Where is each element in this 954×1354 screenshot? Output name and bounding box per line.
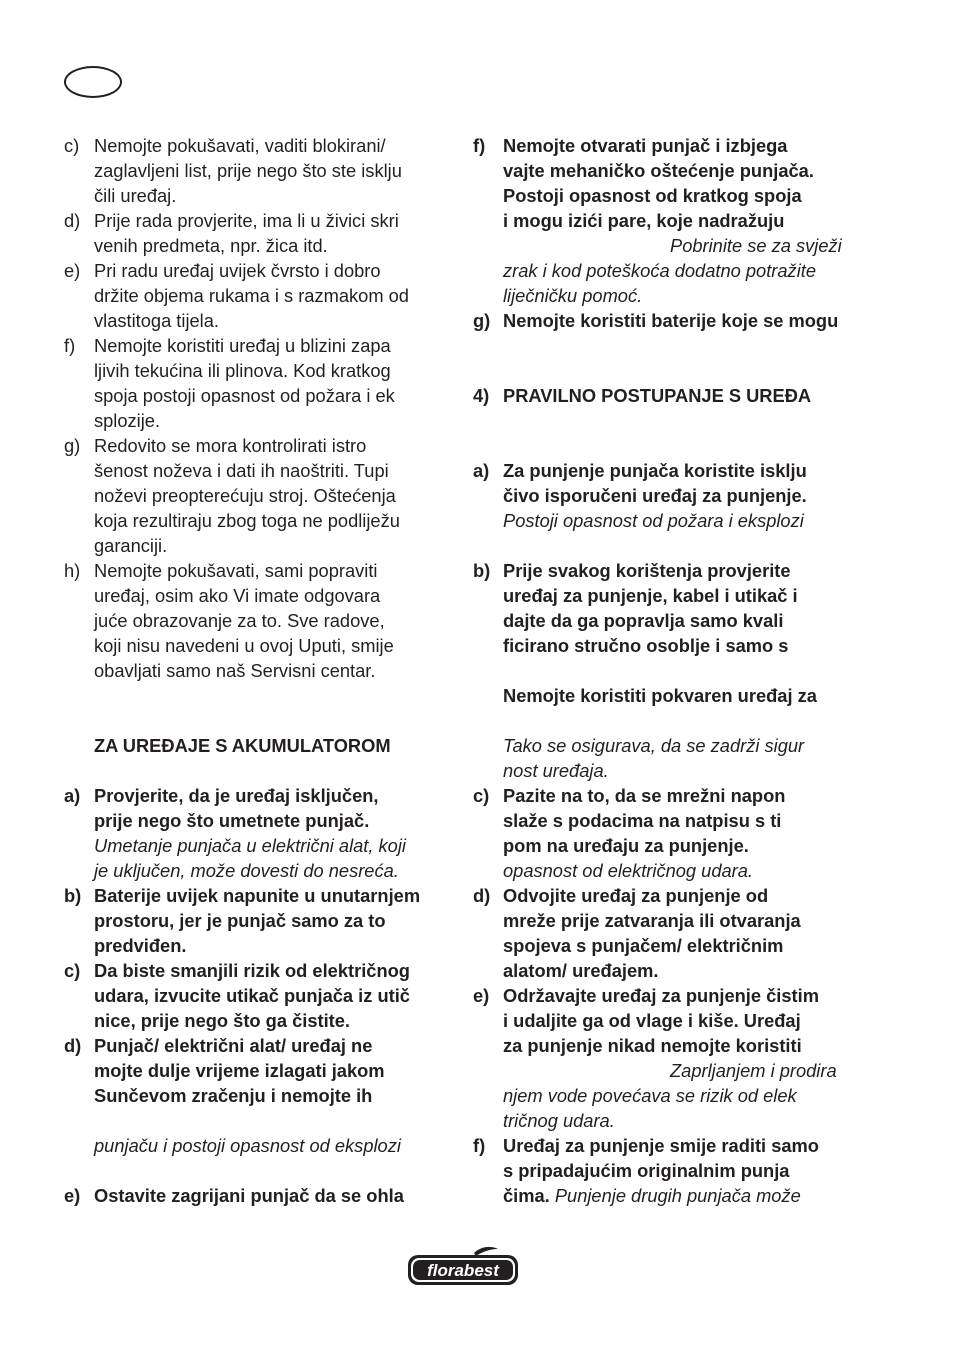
list-marker: b) <box>64 885 82 906</box>
list-marker: f) <box>473 1135 486 1156</box>
text-line: udara, izvucite utikač punjača iz utič <box>94 985 410 1006</box>
text-line: prije nego što umetnete punjač. <box>94 810 370 831</box>
list-item-h <box>64 558 464 683</box>
list-item-e2 <box>64 1183 464 1208</box>
text-line: i mogu izići pare, koje nadražuju <box>503 210 785 231</box>
list-item-c <box>64 133 464 208</box>
list-item-a <box>64 783 464 883</box>
text-line: vlastitoga tijela. <box>94 310 219 331</box>
text-line: zaglavljeni list, prije nego što ste isklju <box>94 160 402 181</box>
text-line: obavljati samo naš Servisni centar. <box>94 660 376 681</box>
list-marker: d) <box>64 210 81 231</box>
list-marker: e) <box>64 1185 81 1206</box>
text-line: Ostavite zagrijani punjač da se ohla <box>94 1185 404 1206</box>
text-line: alatom/ uređajem. <box>503 960 659 981</box>
text-line: Baterije uvijek napunite u unutarnjem <box>94 885 421 906</box>
text-line: prostoru, jer je punjač samo za to <box>94 910 386 931</box>
text-line: garanciji. <box>94 535 168 556</box>
text-line: uređaj, osim ako Vi imate odgovara <box>94 585 381 606</box>
text-line: splozije. <box>94 410 161 431</box>
language-badge <box>64 66 122 98</box>
text-line: Nemojte pokušavati, vaditi blokirani/ <box>94 135 386 156</box>
text-line: spojeva s punjačem/ električnim <box>503 935 784 956</box>
text-line-mixed <box>503 1183 893 1208</box>
list-marker: h) <box>64 560 81 581</box>
text-line: koja rezultiraju zbog toga ne podliježu <box>94 510 400 531</box>
text-line: mreže prije zatvaranja ili otvaranja <box>503 910 801 931</box>
text-line: i udaljite ga od vlage i kiše. Uređaj <box>503 1010 801 1031</box>
list-item-d <box>64 208 464 258</box>
text-line: liječničku pomoć. <box>503 285 643 306</box>
text-line: slaže s podacima na natpisu s ti <box>503 810 782 831</box>
text-line: dajte da ga popravlja samo kvali <box>503 610 784 631</box>
text-line: pom na uređaju za punjenje. <box>503 835 749 856</box>
text-line: Redovito se mora kontrolirati istro <box>94 435 367 456</box>
text-line: vajte mehaničko oštećenje punjača. <box>503 160 814 181</box>
list-item-c <box>473 783 893 883</box>
text-line: Za punjenje punjača koristite isklju <box>503 460 807 481</box>
text-line: Postoji opasnost od kratkog spoja <box>503 185 802 206</box>
text-line: koji nisu navedeni u ovoj Uputi, smije <box>94 635 394 656</box>
text-line: nice, prije nego što ga čistite. <box>94 1010 350 1031</box>
text-line: čivo isporučeni uređaj za punjenje. <box>503 485 807 506</box>
text-line: njem vode povećava se rizik od elek <box>503 1085 797 1106</box>
text-line: nost uređaja. <box>503 760 609 781</box>
italic-run: Punjenje drugih punjača može <box>549 1185 801 1206</box>
list-item-b <box>64 883 464 958</box>
text-line: Nemojte koristiti uređaj u blizini zapa <box>94 335 391 356</box>
text-line: Nemojte koristiti pokvaren uređaj za <box>503 685 817 706</box>
text-line: s pripadajućim originalnim punja <box>503 1160 790 1181</box>
text-line: šenost noževa i dati ih naoštriti. Tupi <box>94 460 389 481</box>
list-item-e <box>473 983 893 1133</box>
section-number: 4) <box>473 385 490 406</box>
text-line: Održavajte uređaj za punjenje čistim <box>503 985 819 1006</box>
text-line: Da biste smanjili rizik od električnog <box>94 960 410 981</box>
text-line: Uređaj za punjenje smije raditi samo <box>503 1135 819 1156</box>
text-line: tričnog udara. <box>503 1110 615 1131</box>
text-line: uređaj za punjenje, kabel i utikač i <box>503 585 798 606</box>
list-marker: f) <box>473 135 486 156</box>
text-line: punjaču i postoji opasnost od eksplozi <box>94 1135 401 1156</box>
list-marker: d) <box>473 885 491 906</box>
list-marker: g) <box>473 310 491 331</box>
text-line: Prije svakog korištenja provjerite <box>503 560 791 581</box>
text-line: Pri radu uređaj uvijek čvrsto i dobro <box>94 260 381 281</box>
list-marker: c) <box>64 135 80 156</box>
list-marker: c) <box>64 960 81 981</box>
text-line: Sunčevom zračenju i nemojte ih <box>94 1085 373 1106</box>
text-line: juće obrazovanje za to. Sve radove, <box>94 610 385 631</box>
section-heading-4 <box>473 383 893 408</box>
text-line: Postoji opasnost od požara i eksplozi <box>503 510 804 531</box>
list-item-e <box>64 258 464 333</box>
list-marker: b) <box>473 560 491 581</box>
text-line: Provjerite, da je uređaj isključen, <box>94 785 379 806</box>
list-item-b <box>473 558 893 783</box>
list-item-a <box>473 458 893 533</box>
text-line: Pobrinite se za svježi <box>670 235 842 256</box>
text-line: spoja postoji opasnost od požara i ek <box>94 385 395 406</box>
text-line: za punjenje nikad nemojte koristiti <box>503 1035 802 1056</box>
text-line: Prije rada provjerite, ima li u živici skri <box>94 210 399 231</box>
text-line: Pazite na to, da se mrežni napon <box>503 785 786 806</box>
text-line: Odvojite uređaj za punjenje od <box>503 885 769 906</box>
right-column <box>473 133 893 1208</box>
text-line: Tako se osigurava, da se zadrži sigur <box>503 735 805 756</box>
text-line: Punjač/ električni alat/ uređaj ne <box>94 1035 373 1056</box>
text-line: ficirano stručno osoblje i samo s <box>503 635 789 656</box>
text-line: ljivih tekućina ili plinova. Kod kratkog <box>94 360 391 381</box>
list-marker: g) <box>64 435 81 456</box>
list-item-f <box>64 333 464 433</box>
florabest-logo <box>406 1246 520 1288</box>
text-line: Zaprljanjem i prodira <box>670 1060 837 1081</box>
list-item-d <box>473 883 893 983</box>
text-line: Nemojte otvarati punjač i izbjega <box>503 135 788 156</box>
text-line: čili uređaj. <box>94 185 177 206</box>
text-line: Umetanje punjača u električni alat, koji <box>94 835 406 856</box>
list-marker: a) <box>64 785 81 806</box>
list-item-f <box>473 133 893 308</box>
list-marker: c) <box>473 785 490 806</box>
list-item-g <box>473 308 893 333</box>
list-marker: e) <box>473 985 490 1006</box>
text-line: predviđen. <box>94 935 187 956</box>
list-marker: d) <box>64 1035 82 1056</box>
text-line: Nemojte pokušavati, sami popraviti <box>94 560 378 581</box>
list-marker: a) <box>473 460 490 481</box>
list-marker: e) <box>64 260 81 281</box>
text-line: Nemojte koristiti baterije koje se mogu <box>503 310 839 331</box>
text-line: držite objema rukama i s razmakom od <box>94 285 409 306</box>
text-line: zrak i kod poteškoća dodatno potražite <box>503 260 817 281</box>
text-line: noževi preopterećuju stroj. Oštećenja <box>94 485 396 506</box>
logo-text: florabest <box>427 1261 499 1280</box>
text-line: je uključen, može dovesti do nesreća. <box>94 860 399 881</box>
list-item-g <box>64 433 464 558</box>
left-column <box>64 133 464 1208</box>
section-title: PRAVILNO POSTUPANJE S UREĐA <box>503 385 812 406</box>
text-line: venih predmeta, npr. žica itd. <box>94 235 328 256</box>
text-line: opasnost od električnog udara. <box>503 860 754 881</box>
list-marker: f) <box>64 335 76 356</box>
text-line: mojte dulje vrijeme izlagati jakom <box>94 1060 385 1081</box>
section-heading: ZA UREĐAJE S AKUMULATOROM <box>94 735 391 756</box>
bold-run: čima. <box>503 1185 550 1206</box>
list-item-d2 <box>64 1033 464 1158</box>
list-item-f2 <box>473 1133 893 1208</box>
list-item-c2 <box>64 958 464 1033</box>
